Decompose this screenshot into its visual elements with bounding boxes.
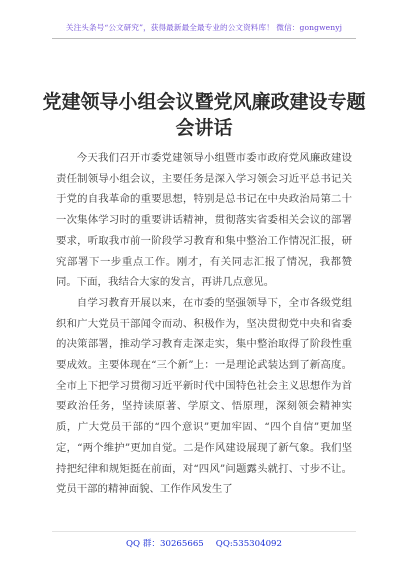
footer-qq-group: QQ 群：30265665 — [126, 539, 204, 549]
document-title: 党建领导小组会议暨党风廉政建设专题会讲话 — [42, 90, 366, 139]
promo-header-text: 关注头条号“公文研究”，获得最新最全最专业的公文资料库！ 微信：gongwenyj — [65, 23, 343, 32]
paragraph-2: 自学习教育开展以来，在市委的坚强领导下，全市各级党组织和广大党员干部闻令而动、积极作为，坚决贯彻党中央和省委的决策部署，推动学习教育走深走实，集中整治取得了阶段性重要成效。主要体现在“三个新”上：一是理论武装达到了新高度。全市上下把学习贯彻习近平新时代中国特色社会主义思想作为首要政治任务，坚持读原著、学原文、悟原理，深刻领会精神实质，广大党员干部的“四个意识”更加牢固、“四个自信”更加坚定，“两个维护”更加自觉。二是作风建设展现了新气象。我们坚持把纪律和规矩挺在前面，对“四风”问题露头就打、寸步不让。党员干部的精神面貌、工作作风发生了 — [56, 296, 352, 496]
footer-qq-number: QQ:535304092 — [215, 539, 282, 549]
document-body — [56, 148, 352, 500]
paragraph-1: 今天我们召开市委党建领导小组暨市委市政府党风廉政建设责任制领导小组会议，主要任务是深入学习领会习近平总书记关于党的自我革命的重要思想，特别是总书记在中央政治局第二十一次集体学习时的重要讲话精神，贯彻落实省委相关会议的部署要求，听取我市前一阶段学习教育和集中整治工作情况汇报，研究部署下一步重点工作。刚才，有关同志汇报了情况，我都赞同。下面，我结合大家的发言，再讲几点意见。 — [56, 152, 352, 289]
header-divider — [52, 38, 356, 39]
footer-divider — [52, 531, 356, 532]
footer-contact — [0, 537, 408, 549]
